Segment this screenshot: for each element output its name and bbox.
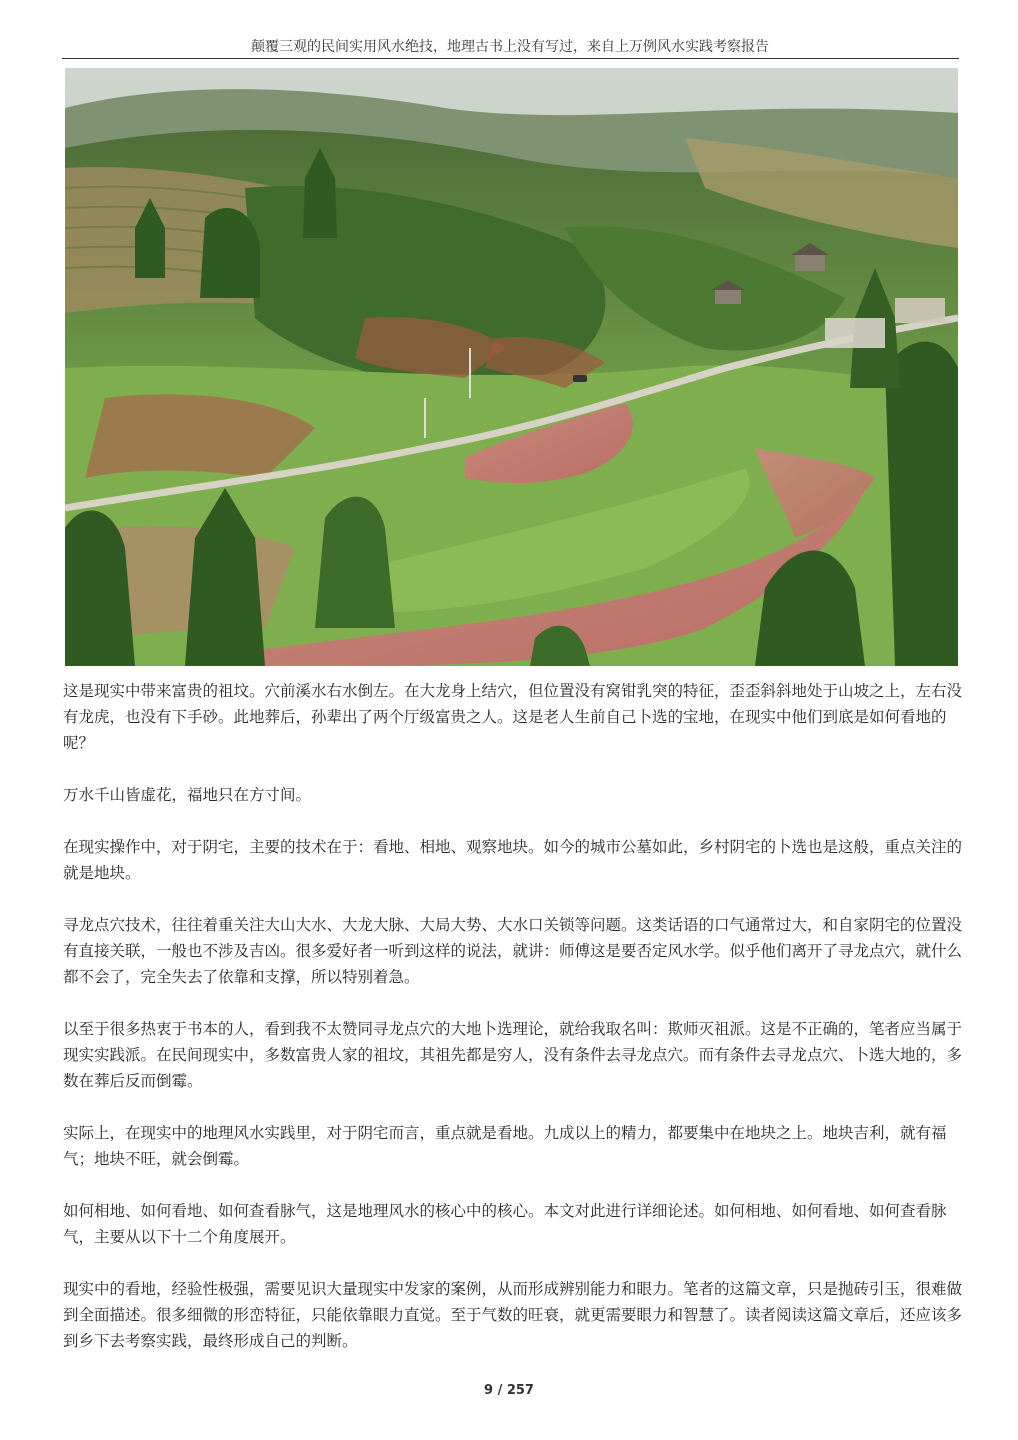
paragraph: 以至于很多热衷于书本的人，看到我不太赞同寻龙点穴的大地卜选理论，就给我取名叫：欺师灭祖派。这是不正确的，笔者应当属于现实实践派。在民间现实中，多数富贵人家的祖坟，其祖先都是穷人，没有条件去寻龙点穴。而有条件去寻龙点穴、卜选大地的，多数在葬后反而倒霉。 (63, 1020, 963, 1090)
paragraph: 实际上，在现实中的地理风水实践里，对于阴宅而言，重点就是看地。九成以上的精力，都要集中在地块之上。地块吉利，就有福气；地块不旺，就会倒霉。 (63, 1124, 947, 1168)
paragraph: 如何相地、如何看地、如何查看脉气，这是地理风水的核心中的核心。本文对此进行详细论述。如何相地、如何看地、如何查看脉气，主要从以下十二个角度展开。 (63, 1202, 947, 1246)
paragraph: 现实中的看地，经验性极强，需要见识大量现实中发家的案例，从而形成辨别能力和眼力。笔者的这篇文章，只是抛砖引玉，很难做到全面描述。很多细微的形峦特征，只能依靠眼力直觉。至于气数的旺衰，就更需要眼力和智慧了。读者阅读这篇文章后，还应该多到乡下去考察实践，最终形成自己的判断。 (63, 1280, 963, 1350)
article-body (63, 678, 963, 1380)
paragraph: 万水千山皆虚花，福地只在方寸间。 (63, 786, 312, 804)
landscape-photo-icon (65, 68, 958, 666)
page-header-title: 颠覆三观的民间实用风水绝技，地理古书上没有写过，来自上万例风水实践考察报告 (251, 39, 769, 55)
paragraph: 在现实操作中，对于阴宅，主要的技术在于：看地、相地、观察地块。如今的城市公墓如此，乡村阴宅的卜选也是这般，重点关注的就是地块。 (63, 838, 963, 882)
paragraph: 这是现实中带来富贵的祖坟。穴前溪水右水倒左。在大龙身上结穴，但位置没有窝钳乳突的特征，歪歪斜斜地处于山坡之上，左右没有龙虎，也没有下手砂。此地葬后，孙辈出了两个厅级富贵之人。这是老人生前自己卜选的宝地，在现实中他们到底是如何看地的呢？ (63, 682, 963, 752)
header-divider (62, 58, 959, 59)
paragraph: 寻龙点穴技术，往往着重关注大山大水、大龙大脉、大局大势、大水口关锁等问题。这类话语的口气通常过大，和自家阴宅的位置没有直接关联，一般也不涉及吉凶。很多爱好者一听到这样的说法，就讲：师傅这是要否定风水学。似乎他们离开了寻龙点穴，就什么都不会了，完全失去了依靠和支撑，所以特别着急。 (63, 916, 963, 986)
page-number: 9 / 257 (484, 1383, 534, 1398)
landscape-photo (65, 68, 958, 666)
